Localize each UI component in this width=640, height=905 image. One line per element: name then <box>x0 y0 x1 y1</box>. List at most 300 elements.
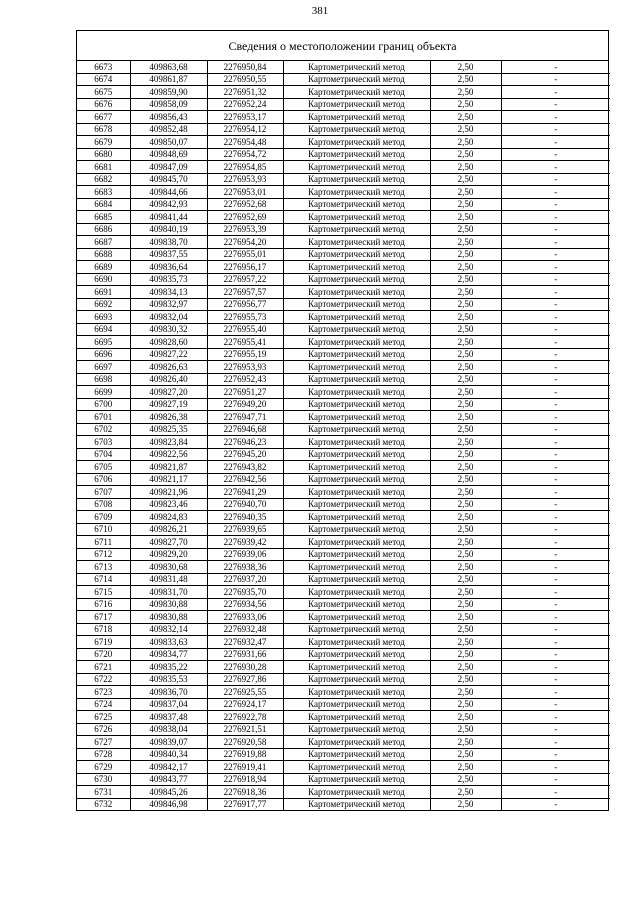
accuracy-cell: 2,50 <box>430 498 501 511</box>
point-number-cell: 6692 <box>77 298 130 311</box>
method-cell: Картометрический метод <box>283 136 430 149</box>
y-coordinate-cell: 2276946,23 <box>207 436 283 449</box>
x-coordinate-cell: 409839,07 <box>130 736 207 749</box>
accuracy-cell: 2,50 <box>430 473 501 486</box>
accuracy-cell: 2,50 <box>430 198 501 211</box>
y-coordinate-cell: 2276953,93 <box>207 173 283 186</box>
accuracy-cell: 2,50 <box>430 661 501 674</box>
accuracy-cell: 2,50 <box>430 111 501 124</box>
point-number-cell: 6682 <box>77 173 130 186</box>
x-coordinate-cell: 409824,83 <box>130 511 207 524</box>
y-coordinate-cell: 2276955,40 <box>207 323 283 336</box>
y-coordinate-cell: 2276937,20 <box>207 573 283 586</box>
accuracy-cell: 2,50 <box>430 411 501 424</box>
y-coordinate-cell: 2276932,47 <box>207 636 283 649</box>
accuracy-cell: 2,50 <box>430 573 501 586</box>
description-cell: - <box>501 336 610 349</box>
point-number-cell: 6697 <box>77 361 130 374</box>
point-number-cell: 6728 <box>77 748 130 761</box>
x-coordinate-cell: 409858,09 <box>130 98 207 111</box>
accuracy-cell: 2,50 <box>430 123 501 136</box>
method-cell: Картометрический метод <box>283 423 430 436</box>
y-coordinate-cell: 2276935,70 <box>207 586 283 599</box>
description-cell: - <box>501 311 610 324</box>
x-coordinate-cell: 409837,04 <box>130 698 207 711</box>
method-cell: Картометрический метод <box>283 748 430 761</box>
table-row <box>77 161 610 174</box>
y-coordinate-cell: 2276941,29 <box>207 486 283 499</box>
accuracy-cell: 2,50 <box>430 723 501 736</box>
method-cell: Картометрический метод <box>283 761 430 774</box>
y-coordinate-cell: 2276956,17 <box>207 261 283 274</box>
y-coordinate-cell: 2276951,27 <box>207 386 283 399</box>
table-row <box>77 98 610 111</box>
method-cell: Картометрический метод <box>283 86 430 99</box>
point-number-cell: 6732 <box>77 798 130 810</box>
table-row <box>77 798 610 810</box>
description-cell: - <box>501 411 610 424</box>
method-cell: Картометрический метод <box>283 336 430 349</box>
point-number-cell: 6712 <box>77 548 130 561</box>
point-number-cell: 6694 <box>77 323 130 336</box>
point-number-cell: 6708 <box>77 498 130 511</box>
table-row <box>77 736 610 749</box>
table-row <box>77 298 610 311</box>
description-cell: - <box>501 123 610 136</box>
y-coordinate-cell: 2276953,39 <box>207 223 283 236</box>
accuracy-cell: 2,50 <box>430 523 501 536</box>
point-number-cell: 6691 <box>77 286 130 299</box>
method-cell: Картометрический метод <box>283 273 430 286</box>
point-number-cell: 6718 <box>77 623 130 636</box>
point-number-cell: 6688 <box>77 248 130 261</box>
point-number-cell: 6724 <box>77 698 130 711</box>
accuracy-cell: 2,50 <box>430 436 501 449</box>
description-cell: - <box>501 323 610 336</box>
point-number-cell: 6713 <box>77 561 130 574</box>
table-row <box>77 248 610 261</box>
table-row <box>77 336 610 349</box>
point-number-cell: 6693 <box>77 311 130 324</box>
y-coordinate-cell: 2276924,17 <box>207 698 283 711</box>
table-title: Сведения о местоположении границ объекта <box>77 31 608 61</box>
description-cell: - <box>501 498 610 511</box>
method-cell: Картометрический метод <box>283 148 430 161</box>
y-coordinate-cell: 2276953,93 <box>207 361 283 374</box>
y-coordinate-cell: 2276957,57 <box>207 286 283 299</box>
table-row <box>77 323 610 336</box>
table-row <box>77 448 610 461</box>
point-number-cell: 6721 <box>77 661 130 674</box>
x-coordinate-cell: 409827,20 <box>130 386 207 399</box>
x-coordinate-cell: 409830,88 <box>130 611 207 624</box>
point-number-cell: 6714 <box>77 573 130 586</box>
table-row <box>77 261 610 274</box>
y-coordinate-cell: 2276918,36 <box>207 786 283 799</box>
description-cell: - <box>501 161 610 174</box>
point-number-cell: 6723 <box>77 686 130 699</box>
method-cell: Картометрический метод <box>283 161 430 174</box>
y-coordinate-cell: 2276952,69 <box>207 211 283 224</box>
x-coordinate-cell: 409830,88 <box>130 598 207 611</box>
x-coordinate-cell: 409826,21 <box>130 523 207 536</box>
method-cell: Картометрический метод <box>283 736 430 749</box>
description-cell: - <box>501 386 610 399</box>
point-number-cell: 6695 <box>77 336 130 349</box>
table-row <box>77 186 610 199</box>
point-number-cell: 6684 <box>77 198 130 211</box>
accuracy-cell: 2,50 <box>430 698 501 711</box>
method-cell: Картометрический метод <box>283 373 430 386</box>
x-coordinate-cell: 409840,34 <box>130 748 207 761</box>
description-cell: - <box>501 648 610 661</box>
description-cell: - <box>501 711 610 724</box>
table-row <box>77 311 610 324</box>
description-cell: - <box>501 586 610 599</box>
method-cell: Картометрический метод <box>283 311 430 324</box>
accuracy-cell: 2,50 <box>430 386 501 399</box>
method-cell: Картометрический метод <box>283 723 430 736</box>
accuracy-cell: 2,50 <box>430 273 501 286</box>
description-cell: - <box>501 486 610 499</box>
y-coordinate-cell: 2276931,66 <box>207 648 283 661</box>
accuracy-cell: 2,50 <box>430 261 501 274</box>
y-coordinate-cell: 2276954,12 <box>207 123 283 136</box>
accuracy-cell: 2,50 <box>430 348 501 361</box>
y-coordinate-cell: 2276927,86 <box>207 673 283 686</box>
boundary-table <box>76 30 609 811</box>
method-cell: Картометрический метод <box>283 223 430 236</box>
description-cell: - <box>501 448 610 461</box>
table-row <box>77 773 610 786</box>
table-row <box>77 698 610 711</box>
accuracy-cell: 2,50 <box>430 223 501 236</box>
method-cell: Картометрический метод <box>283 636 430 649</box>
method-cell: Картометрический метод <box>283 661 430 674</box>
method-cell: Картометрический метод <box>283 573 430 586</box>
table-row <box>77 473 610 486</box>
accuracy-cell: 2,50 <box>430 361 501 374</box>
accuracy-cell: 2,50 <box>430 211 501 224</box>
point-number-cell: 6710 <box>77 523 130 536</box>
y-coordinate-cell: 2276919,88 <box>207 748 283 761</box>
y-coordinate-cell: 2276952,43 <box>207 373 283 386</box>
table-row <box>77 148 610 161</box>
table-row <box>77 723 610 736</box>
y-coordinate-cell: 2276932,48 <box>207 623 283 636</box>
description-cell: - <box>501 436 610 449</box>
y-coordinate-cell: 2276938,36 <box>207 561 283 574</box>
point-number-cell: 6731 <box>77 786 130 799</box>
method-cell: Картометрический метод <box>283 436 430 449</box>
y-coordinate-cell: 2276949,20 <box>207 398 283 411</box>
method-cell: Картометрический метод <box>283 198 430 211</box>
point-number-cell: 6700 <box>77 398 130 411</box>
x-coordinate-cell: 409843,77 <box>130 773 207 786</box>
description-cell: - <box>501 798 610 810</box>
accuracy-cell: 2,50 <box>430 686 501 699</box>
table-row <box>77 236 610 249</box>
x-coordinate-cell: 409821,87 <box>130 461 207 474</box>
point-number-cell: 6676 <box>77 98 130 111</box>
description-cell: - <box>501 61 610 73</box>
point-number-cell: 6726 <box>77 723 130 736</box>
table-row <box>77 273 610 286</box>
x-coordinate-cell: 409844,66 <box>130 186 207 199</box>
description-cell: - <box>501 636 610 649</box>
table-row <box>77 111 610 124</box>
y-coordinate-cell: 2276943,82 <box>207 461 283 474</box>
description-cell: - <box>501 73 610 86</box>
x-coordinate-cell: 409832,04 <box>130 311 207 324</box>
description-cell: - <box>501 573 610 586</box>
point-number-cell: 6689 <box>77 261 130 274</box>
table-row <box>77 523 610 536</box>
method-cell: Картометрический метод <box>283 598 430 611</box>
table-row <box>77 436 610 449</box>
table-row <box>77 561 610 574</box>
accuracy-cell: 2,50 <box>430 98 501 111</box>
y-coordinate-cell: 2276951,32 <box>207 86 283 99</box>
table-row <box>77 173 610 186</box>
accuracy-cell: 2,50 <box>430 748 501 761</box>
description-cell: - <box>501 523 610 536</box>
point-number-cell: 6685 <box>77 211 130 224</box>
x-coordinate-cell: 409845,70 <box>130 173 207 186</box>
x-coordinate-cell: 409863,68 <box>130 61 207 73</box>
description-cell: - <box>501 348 610 361</box>
coordinates-table <box>77 61 610 810</box>
x-coordinate-cell: 409823,46 <box>130 498 207 511</box>
method-cell: Картометрический метод <box>283 611 430 624</box>
accuracy-cell: 2,50 <box>430 311 501 324</box>
method-cell: Картометрический метод <box>283 523 430 536</box>
table-row <box>77 586 610 599</box>
x-coordinate-cell: 409831,48 <box>130 573 207 586</box>
table-row <box>77 761 610 774</box>
description-cell: - <box>501 261 610 274</box>
table-row <box>77 198 610 211</box>
x-coordinate-cell: 409821,17 <box>130 473 207 486</box>
point-number-cell: 6719 <box>77 636 130 649</box>
table-row <box>77 223 610 236</box>
y-coordinate-cell: 2276950,55 <box>207 73 283 86</box>
x-coordinate-cell: 409850,07 <box>130 136 207 149</box>
table-row <box>77 748 610 761</box>
method-cell: Картометрический метод <box>283 511 430 524</box>
x-coordinate-cell: 409828,60 <box>130 336 207 349</box>
x-coordinate-cell: 409836,70 <box>130 686 207 699</box>
method-cell: Картометрический метод <box>283 773 430 786</box>
x-coordinate-cell: 409838,04 <box>130 723 207 736</box>
table-row <box>77 573 610 586</box>
y-coordinate-cell: 2276939,42 <box>207 536 283 549</box>
table-row <box>77 548 610 561</box>
x-coordinate-cell: 409823,84 <box>130 436 207 449</box>
description-cell: - <box>501 273 610 286</box>
x-coordinate-cell: 409848,69 <box>130 148 207 161</box>
y-coordinate-cell: 2276947,71 <box>207 411 283 424</box>
table-row <box>77 536 610 549</box>
accuracy-cell: 2,50 <box>430 486 501 499</box>
point-number-cell: 6716 <box>77 598 130 611</box>
y-coordinate-cell: 2276954,20 <box>207 236 283 249</box>
y-coordinate-cell: 2276946,68 <box>207 423 283 436</box>
table-row <box>77 711 610 724</box>
x-coordinate-cell: 409827,19 <box>130 398 207 411</box>
y-coordinate-cell: 2276945,20 <box>207 448 283 461</box>
accuracy-cell: 2,50 <box>430 586 501 599</box>
table-row <box>77 611 610 624</box>
point-number-cell: 6729 <box>77 761 130 774</box>
accuracy-cell: 2,50 <box>430 773 501 786</box>
y-coordinate-cell: 2276954,72 <box>207 148 283 161</box>
point-number-cell: 6699 <box>77 386 130 399</box>
x-coordinate-cell: 409835,22 <box>130 661 207 674</box>
table-row <box>77 61 610 73</box>
description-cell: - <box>501 773 610 786</box>
point-number-cell: 6711 <box>77 536 130 549</box>
table-row <box>77 673 610 686</box>
x-coordinate-cell: 409835,53 <box>130 673 207 686</box>
method-cell: Картометрический метод <box>283 323 430 336</box>
y-coordinate-cell: 2276917,77 <box>207 798 283 810</box>
x-coordinate-cell: 409825,35 <box>130 423 207 436</box>
point-number-cell: 6696 <box>77 348 130 361</box>
x-coordinate-cell: 409835,73 <box>130 273 207 286</box>
y-coordinate-cell: 2276939,65 <box>207 523 283 536</box>
y-coordinate-cell: 2276940,70 <box>207 498 283 511</box>
accuracy-cell: 2,50 <box>430 536 501 549</box>
method-cell: Картометрический метод <box>283 61 430 73</box>
accuracy-cell: 2,50 <box>430 636 501 649</box>
y-coordinate-cell: 2276919,41 <box>207 761 283 774</box>
point-number-cell: 6709 <box>77 511 130 524</box>
method-cell: Картометрический метод <box>283 561 430 574</box>
point-number-cell: 6674 <box>77 73 130 86</box>
accuracy-cell: 2,50 <box>430 711 501 724</box>
table-row <box>77 511 610 524</box>
y-coordinate-cell: 2276922,78 <box>207 711 283 724</box>
x-coordinate-cell: 409847,09 <box>130 161 207 174</box>
point-number-cell: 6717 <box>77 611 130 624</box>
accuracy-cell: 2,50 <box>430 461 501 474</box>
description-cell: - <box>501 623 610 636</box>
y-coordinate-cell: 2276953,01 <box>207 186 283 199</box>
table-row <box>77 411 610 424</box>
x-coordinate-cell: 409827,22 <box>130 348 207 361</box>
accuracy-cell: 2,50 <box>430 511 501 524</box>
method-cell: Картометрический метод <box>283 673 430 686</box>
description-cell: - <box>501 136 610 149</box>
x-coordinate-cell: 409834,13 <box>130 286 207 299</box>
method-cell: Картометрический метод <box>283 173 430 186</box>
x-coordinate-cell: 409842,93 <box>130 198 207 211</box>
x-coordinate-cell: 409822,56 <box>130 448 207 461</box>
accuracy-cell: 2,50 <box>430 186 501 199</box>
accuracy-cell: 2,50 <box>430 248 501 261</box>
point-number-cell: 6715 <box>77 586 130 599</box>
method-cell: Картометрический метод <box>283 698 430 711</box>
method-cell: Картометрический метод <box>283 111 430 124</box>
description-cell: - <box>501 761 610 774</box>
description-cell: - <box>501 98 610 111</box>
y-coordinate-cell: 2276952,68 <box>207 198 283 211</box>
table-row <box>77 786 610 799</box>
description-cell: - <box>501 298 610 311</box>
table-row <box>77 461 610 474</box>
point-number-cell: 6698 <box>77 373 130 386</box>
x-coordinate-cell: 409861,87 <box>130 73 207 86</box>
y-coordinate-cell: 2276920,58 <box>207 736 283 749</box>
description-cell: - <box>501 786 610 799</box>
accuracy-cell: 2,50 <box>430 423 501 436</box>
table-row <box>77 486 610 499</box>
method-cell: Картометрический метод <box>283 686 430 699</box>
table-row <box>77 686 610 699</box>
y-coordinate-cell: 2276954,85 <box>207 161 283 174</box>
point-number-cell: 6701 <box>77 411 130 424</box>
accuracy-cell: 2,50 <box>430 373 501 386</box>
method-cell: Картометрический метод <box>283 361 430 374</box>
description-cell: - <box>501 148 610 161</box>
table-row <box>77 386 610 399</box>
x-coordinate-cell: 409826,63 <box>130 361 207 374</box>
point-number-cell: 6678 <box>77 123 130 136</box>
method-cell: Картометрический метод <box>283 298 430 311</box>
method-cell: Картометрический метод <box>283 348 430 361</box>
y-coordinate-cell: 2276940,35 <box>207 511 283 524</box>
method-cell: Картометрический метод <box>283 211 430 224</box>
method-cell: Картометрический метод <box>283 386 430 399</box>
point-number-cell: 6725 <box>77 711 130 724</box>
accuracy-cell: 2,50 <box>430 336 501 349</box>
x-coordinate-cell: 409852,48 <box>130 123 207 136</box>
y-coordinate-cell: 2276955,19 <box>207 348 283 361</box>
accuracy-cell: 2,50 <box>430 173 501 186</box>
point-number-cell: 6706 <box>77 473 130 486</box>
description-cell: - <box>501 173 610 186</box>
y-coordinate-cell: 2276952,24 <box>207 98 283 111</box>
method-cell: Картометрический метод <box>283 236 430 249</box>
point-number-cell: 6702 <box>77 423 130 436</box>
x-coordinate-cell: 409830,68 <box>130 561 207 574</box>
x-coordinate-cell: 409837,48 <box>130 711 207 724</box>
point-number-cell: 6679 <box>77 136 130 149</box>
accuracy-cell: 2,50 <box>430 598 501 611</box>
y-coordinate-cell: 2276956,77 <box>207 298 283 311</box>
y-coordinate-cell: 2276918,94 <box>207 773 283 786</box>
table-row <box>77 661 610 674</box>
x-coordinate-cell: 409826,40 <box>130 373 207 386</box>
description-cell: - <box>501 598 610 611</box>
method-cell: Картометрический метод <box>283 798 430 810</box>
table-row <box>77 361 610 374</box>
accuracy-cell: 2,50 <box>430 673 501 686</box>
table-row <box>77 86 610 99</box>
y-coordinate-cell: 2276925,55 <box>207 686 283 699</box>
y-coordinate-cell: 2276942,56 <box>207 473 283 486</box>
method-cell: Картометрический метод <box>283 186 430 199</box>
table-row <box>77 598 610 611</box>
accuracy-cell: 2,50 <box>430 286 501 299</box>
table-row <box>77 73 610 86</box>
x-coordinate-cell: 409829,20 <box>130 548 207 561</box>
point-number-cell: 6686 <box>77 223 130 236</box>
method-cell: Картометрический метод <box>283 623 430 636</box>
description-cell: - <box>501 198 610 211</box>
accuracy-cell: 2,50 <box>430 161 501 174</box>
